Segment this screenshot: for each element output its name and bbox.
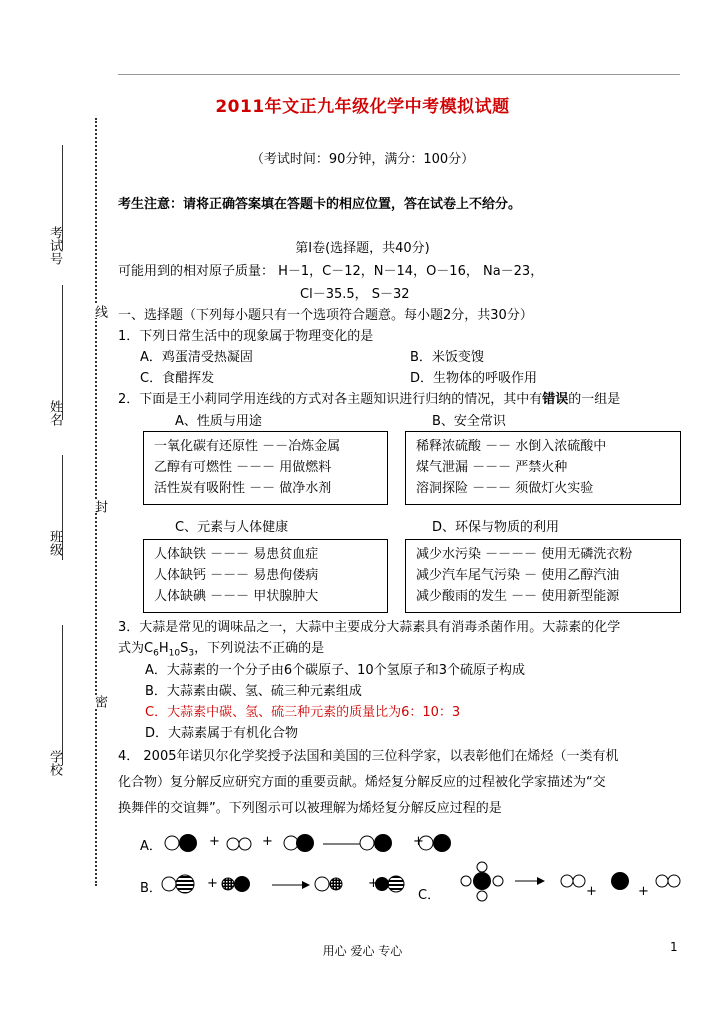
q1-option-a: A．鸡蛋清受热凝固 [140,350,253,365]
q2-group-c-label: C、元素与人体健康 [175,520,289,535]
plus-sign: + [586,884,597,899]
plus-sign: + [638,884,649,899]
white-atom-icon [573,875,585,887]
q4-option-c-diagram [455,860,690,908]
white-atom-icon [477,891,487,901]
q4-line-3: 换舞伴的交谊舞”。下列图示可以被理解为烯烃复分解反应过程的是 [118,801,502,816]
q3-option-c: C．大蒜素中碳、氢、硫三种元素的质量比为6：10：3 [145,705,461,720]
plus-sign: + [413,834,424,849]
q2-stem-end: 的一组是 [568,392,621,407]
page-number: 1 [670,940,678,954]
top-rule [118,74,680,75]
q2-group-d-line: 减少酸雨的发生 －－ 使用新型能源 [416,589,620,604]
q2-group-a-line: 活性炭有吸附性 －－ 做净水剂 [154,481,332,496]
q4-line-2: 化合物）复分解反应研究方面的重要贡献。烯烃复分解反应的过程被化学家描述为“交 [118,775,606,790]
q2-group-b-line: 溶洞探险 －－－ 须做灯火实验 [416,481,594,496]
grid-atom-icon [330,878,342,890]
page-title: 2011年文正九年级化学中考模拟试题 [215,97,510,117]
chemical-formula [144,641,195,659]
school-label: 学校 [47,750,62,776]
white-atom-icon [162,877,176,891]
white-atom-icon [239,838,251,850]
q2-group-b-line: 稀释浓硫酸 －－ 水倒入浓硫酸中 [416,439,607,454]
formula-sub-10: 10 [168,648,181,659]
q1-option-c: C．食醋挥发 [140,371,215,386]
part1-header: 一、选择题（下列每小题只有一个选项符合题意。每小题2分，共30分） [118,308,533,323]
grid-atom-icon [222,878,234,890]
arrow-head-icon [537,877,545,885]
q2-group-d-box [405,539,681,613]
plus-sign: + [209,834,220,849]
white-atom-icon [668,875,680,887]
plus-sign: + [262,834,273,849]
black-atom-icon [374,834,392,852]
section-title: 第Ⅰ卷(选择题，共40分) [295,241,430,256]
name-label: 姓名 [47,400,62,426]
plus-sign: + [368,876,379,891]
white-atom-icon [227,838,239,850]
q3-line-2-text: 式为 [118,641,145,656]
arrow-head-icon [302,881,310,889]
q2-group-d-label: D、环保与物质的利用 [432,520,560,535]
atomic-mass-line-1: 可能用到的相对原子质量： H－1，C－12，N－14，O－16， Na－23， [118,264,544,279]
striped-atom-icon [176,875,194,893]
black-atom-icon [296,834,314,852]
white-atom-icon [360,836,374,850]
q2-group-d-line: 减少水污染 －－－－ 使用无磷洗衣粉 [416,547,633,562]
q3-option-b: B．大蒜素由碳、氢、硫三种元素组成 [145,684,362,699]
exam-info: （考试时间：90分钟，满分：100分） [250,152,475,167]
q3-option-d: D．大蒜素属于有机化合物 [145,726,299,741]
white-atom-icon [315,877,329,891]
q2-group-b-label: B、安全常识 [432,414,506,429]
name-fill-line [62,285,63,420]
q2-group-c-line: 人体缺钙 －－－ 易患佝偻病 [154,568,319,583]
black-atom-icon [179,834,197,852]
formula-s: S [180,641,189,656]
black-atom-icon [234,876,250,892]
q2-group-a-line: 乙醇有可燃性 －－－ 用做燃料 [154,460,332,475]
q1-option-b: B．米饭变馊 [410,350,484,365]
binding-mark-feng: 封 [92,500,107,513]
q2-group-b-line: 煤气泄漏 －－－ 严禁火种 [416,460,568,475]
q2-stem [118,388,620,407]
q3-line-2 [118,637,324,659]
class-label: 班级 [47,530,62,556]
formula-sub-3: 3 [188,648,195,659]
q3-option-a: A．大蒜素的一个分子由6个碳原子、10个氢原子和3个硫原子构成 [145,663,525,678]
q2-stem-text: 2．下面是王小莉同学用连线的方式对各主题知识进行归纳的情况，其中有 [118,392,543,407]
formula-h: H [158,641,169,656]
black-atom-icon [473,872,491,890]
black-atom-icon [611,872,629,890]
q2-group-d-line: 减少汽车尾气污染 － 使用乙醇汽油 [416,568,620,583]
exam-number-label: 考试号 [47,226,62,265]
q1-option-d: D．生物体的呼吸作用 [410,371,538,386]
q2-stem-emphasis: 错误 [542,392,569,407]
q3-line-1: 3．大蒜是常见的调味品之一，大蒜中主要成分大蒜素具有消毒杀菌作用。大蒜素的化学 [118,620,621,635]
atomic-mass-line-2: Cl－35.5， S－32 [300,287,410,302]
q2-group-a-box [143,431,388,505]
q2-group-c-line: 人体缺铁 －－－ 易患贫血症 [154,547,319,562]
q3-line-2-end: ，下列说法不正确的是 [194,641,325,656]
white-atom-icon [461,876,471,886]
white-atom-icon [284,836,298,850]
footer-motto: 用心 爱心 专心 [322,944,403,958]
q2-group-a-line: 一氧化碳有还原性 －－冶炼金属 [154,439,341,454]
formula-sub-6: 6 [153,648,159,659]
school-fill-line [62,625,63,765]
white-atom-icon [656,875,668,887]
examinee-notice: 考生注意：请将正确答案填在答题卡的相应位置，答在试卷上不给分。 [118,197,522,212]
striped-atom-icon [388,876,404,892]
q2-group-a-label: A、性质与用途 [175,414,262,429]
white-atom-icon [561,875,573,887]
q4-option-b-label: B． [140,881,162,896]
q4-option-a-label: A． [140,839,162,854]
black-atom-icon [433,834,451,852]
binding-mark-mi: 密 [92,695,107,708]
class-fill-line [62,455,63,560]
q2-group-b-box [405,431,681,505]
q4-option-c-label: C． [418,888,441,903]
q4-line-1: 4． 2005年诺贝尔化学奖授予法国和美国的三位科学家，以表彰他们在烯烃（一类有机 [118,749,619,764]
binding-mark-xian: 线 [92,305,107,318]
q2-group-c-box [143,539,388,613]
q1-stem: 1．下列日常生活中的现象属于物理变化的是 [118,329,374,344]
plus-sign: + [207,876,218,891]
white-atom-icon [493,876,503,886]
white-atom-icon [477,862,487,872]
white-atom-icon [165,836,179,850]
q2-group-c-line: 人体缺碘 －－－ 甲状腺肿大 [154,589,319,604]
formula-c: C [144,641,154,656]
